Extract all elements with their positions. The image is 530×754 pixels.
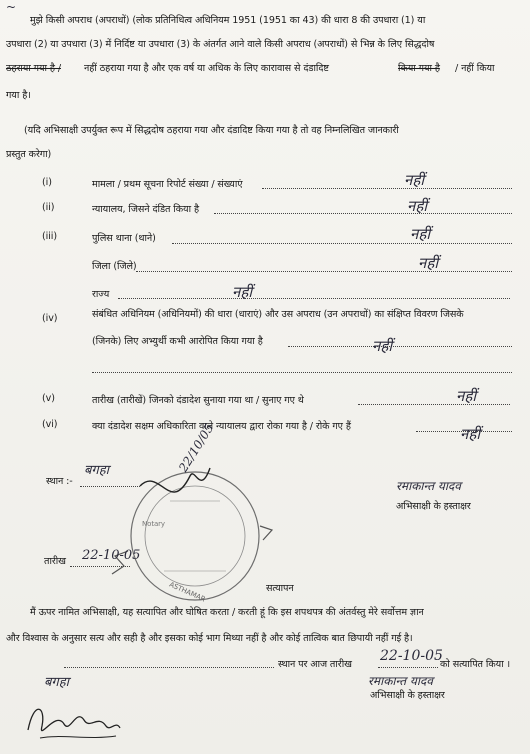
verification-place-line	[64, 667, 274, 668]
intro-line-1: मुझे किसी अपराध (अपराधों) (लोक प्रतिनिधित्व अधिनियम 1951 (1951 का 43) की धारा 8 की उपधारा (1) या	[30, 15, 426, 26]
item-iii-district-label: जिला (जिले)	[92, 261, 137, 272]
date-line	[70, 566, 130, 567]
verification-line-1: मैं ऊपर नामित अभिसाक्षी, यह सत्यापित और घोषित करता / करती हूं कि इस शपथपत्र की अंतर्वस्तु मेरे सर्वोत्तम ज्ञान	[30, 607, 424, 618]
item-iii-line	[172, 243, 512, 244]
notary-signature-scribble	[20, 690, 130, 750]
item-iii-answer: नहीं	[410, 225, 431, 243]
item-i-number: (i)	[42, 177, 52, 188]
item-vi-number: (vi)	[42, 419, 58, 430]
verification-line-3b: को सत्यापित किया ।	[440, 659, 511, 670]
item-iii-number: (iii)	[42, 231, 57, 242]
item-vi-label: क्या दंडादेश सक्षम अधिकारिता वाले न्यायालय द्वारा रोका गया है / रोके गए हैं	[92, 421, 351, 432]
stamp-date: 22/10/05	[176, 421, 217, 475]
item-i-label: मामला / प्रथम सूचना रिपोर्ट संख्या / संख्याएं	[92, 179, 243, 190]
item-iv-number: (iv)	[42, 313, 58, 324]
item-iv-answer: नहीं	[372, 337, 393, 355]
corner-mark: ~	[6, 0, 17, 14]
item-i-answer: नहीं	[404, 171, 425, 189]
verification-place-value: बगहा	[44, 675, 70, 690]
item-ii-label: न्यायालय, जिसने दंडित किया है	[92, 204, 199, 215]
item-ii-answer: नहीं	[407, 197, 428, 215]
item-iv-line-1: संबंधित अधिनियम (अधिनियमों) की धारा (धाराएं) और उस अपराध (उन अपराधों) का संक्षिप्त विवरण जिसके	[92, 309, 464, 320]
intro-line-3b: नहीं ठहराया गया है और एक वर्ष या अधिक के लिए कारावास से दंडादिष्ट	[84, 63, 329, 74]
date-value: 22-10-05	[82, 548, 141, 563]
para2-line-1: (यदि अभिसाक्षी उपर्युक्त रूप में सिद्धदोष ठहराया गया और दंडादिष्ट किया गया है तो वह निम्नलिखित जानकारी	[24, 125, 399, 136]
item-iii-district-answer: नहीं	[418, 254, 439, 272]
item-v-answer: नहीं	[456, 387, 477, 405]
verification-line-3a: स्थान पर आज तारीख	[278, 659, 352, 670]
item-i-line	[262, 188, 512, 189]
stamp-text-bottom: ASTHAMAR	[168, 580, 207, 604]
item-iii-state-answer: नहीं	[232, 283, 253, 301]
item-iv-line-b	[92, 372, 512, 373]
final-signature: रमाकान्त यादव	[368, 674, 433, 688]
verification-date-line	[378, 667, 438, 668]
para2-line-2: प्रस्तुत करेगा)	[6, 149, 52, 160]
deponent-signature-caption: अभिसाक्षी के हस्ताक्षर	[396, 501, 471, 512]
date-label: तारीख	[44, 556, 66, 567]
item-iv-line-2: (जिनके) लिए अभ्युर्थी कभी आरोपित किया गया है	[92, 336, 263, 347]
item-v-number: (v)	[42, 393, 55, 404]
item-iii-label: पुलिस थाना (थाने)	[92, 233, 156, 244]
item-iii-district-line	[136, 271, 512, 272]
item-vi-answer: नहीं	[460, 425, 481, 443]
item-ii-number: (ii)	[42, 202, 55, 213]
item-iii-state-label: राज्य	[92, 289, 110, 300]
item-v-label: तारीख (तारीखें) जिनको दंडादेश सुनाया गया था / सुनाए गए थे	[92, 395, 304, 406]
item-ii-line	[214, 213, 512, 214]
intro-line-3d: / नहीं किया	[455, 63, 495, 74]
item-iv-line-a	[288, 346, 512, 347]
intro-line-3a: ठहराया गया है /	[6, 63, 61, 74]
item-iii-state-line	[118, 298, 510, 299]
item-v-line	[358, 404, 510, 405]
notary-stamp	[100, 456, 280, 606]
verification-date: 22-10-05	[380, 648, 443, 664]
intro-line-3c: किया गया है	[398, 63, 440, 74]
intro-line-4: गया है।	[6, 90, 31, 101]
stamp-text-top: Notary	[142, 520, 165, 528]
place-label: स्थान :-	[46, 476, 73, 487]
final-signature-caption: अभिसाक्षी के हस्ताक्षर	[370, 690, 445, 701]
place-value: बगहा	[84, 463, 110, 478]
verification-line-2: और विश्वास के अनुसार सत्य और सही है और इसका कोई भाग मिथ्या नहीं है और कोई तात्विक बात छिपायी नहीं गई है।	[6, 633, 413, 644]
verification-title: सत्यापन	[266, 583, 294, 594]
deponent-signature: रमाकान्त यादव	[396, 479, 461, 493]
intro-line-2: उपधारा (2) या उपधारा (3) में निर्दिष्ट या उपधारा (3) के अंतर्गत आने वाले किसी अपराध (अपराधों) से भिन्न के लिए सिद्धदोष	[6, 39, 435, 50]
